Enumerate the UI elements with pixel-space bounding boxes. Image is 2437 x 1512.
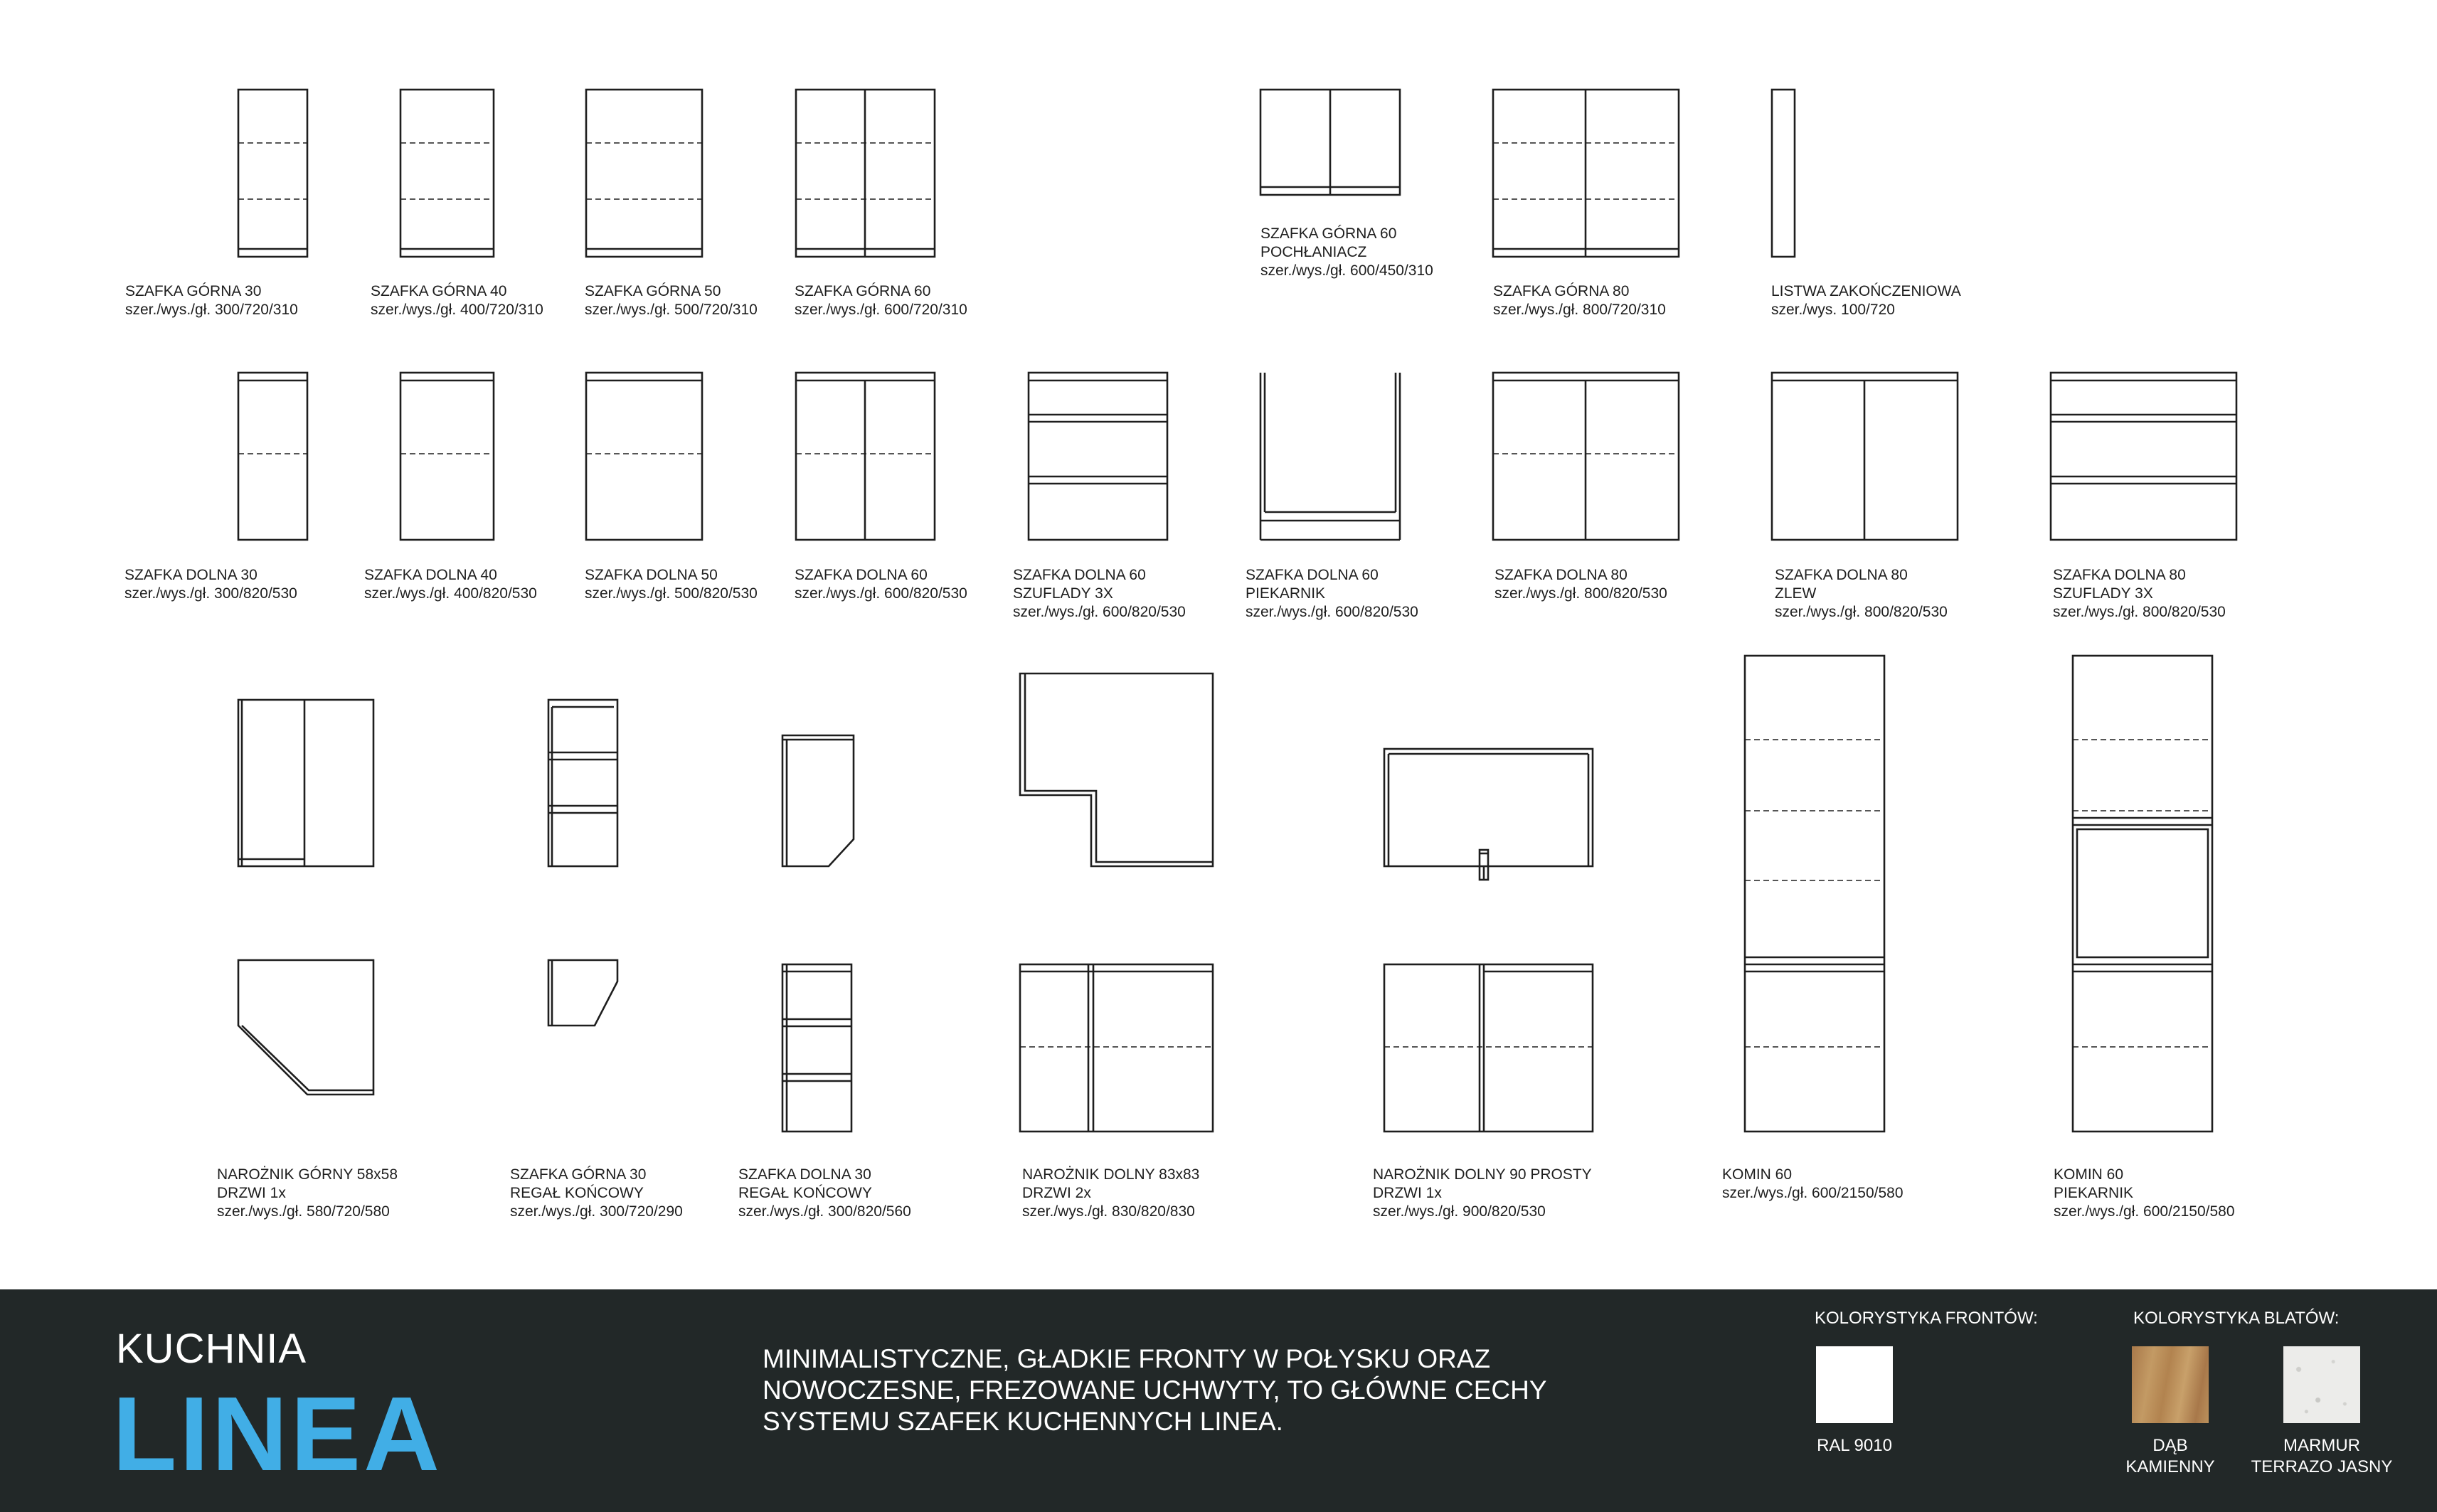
label-upper-30: SZAFKA GÓRNA 30 szer./wys./gł. 300/720/310	[125, 283, 298, 318]
cabinet-base-60-drawing	[796, 373, 935, 540]
brand-title: LINEA	[112, 1375, 442, 1493]
tall-unit-60-oven-drawing	[2073, 656, 2212, 1132]
label-base-80-sink: SZAFKA DOLNA 80 ZLEW szer./wys./gł. 800/820/530	[1775, 567, 1948, 620]
cabinet-base-80-drawing	[1493, 373, 1679, 540]
swatch-ral-9010[interactable]	[1816, 1346, 1893, 1423]
end-strip-drawing	[1772, 90, 1795, 257]
cabinet-base-40-drawing	[400, 373, 494, 540]
cabinet-upper-80-drawing	[1493, 90, 1679, 257]
swatch-terrazzo-light[interactable]	[2283, 1346, 2360, 1423]
corner-base-83-drawing	[1020, 674, 1213, 1132]
cabinet-upper-50-drawing	[586, 90, 702, 257]
cabinet-upper-30-drawing	[238, 90, 307, 257]
label-corner-base-90: NAROŻNIK DOLNY 90 PROSTY DRZWI 1x szer./wys./gł. 900/820/530	[1373, 1166, 1592, 1220]
label-base-60-drawers: SZAFKA DOLNA 60 SZUFLADY 3X szer./wys./gł. 600/820/530	[1013, 567, 1186, 620]
label-upper-50: SZAFKA GÓRNA 50 szer./wys./gł. 500/720/310	[585, 283, 758, 318]
description-line: NOWOCZESNE, FREZOWANE UCHWYTY, TO GŁÓWNE CECHY	[763, 1375, 1547, 1405]
corner-upper-58-drawing	[238, 700, 373, 1095]
label-base-60-oven: SZAFKA DOLNA 60 PIEKARNIK szer./wys./gł. 600/820/530	[1246, 567, 1418, 620]
upper-end-shelf-drawing	[548, 700, 617, 1026]
label-base-30: SZAFKA DOLNA 30 szer./wys./gł. 300/820/530	[124, 567, 297, 602]
collection-description	[763, 1343, 1687, 1437]
label-base-80-drawers: SZAFKA DOLNA 80 SZUFLADY 3X szer./wys./gł. 800/820/530	[2053, 567, 2226, 620]
swatch-label-ral-9010: RAL 9010	[1817, 1436, 1892, 1455]
label-base-end-shelf: SZAFKA DOLNA 30 REGAŁ KOŃCOWY szer./wys./gł. 300/820/560	[738, 1166, 911, 1220]
cabinet-upper-60-drawing	[796, 90, 935, 257]
cabinet-base-80-sink-drawing	[1772, 373, 1958, 540]
cabinet-base-60-oven-drawing	[1260, 373, 1400, 540]
label-tall-unit-60: KOMIN 60 szer./wys./gł. 600/2150/580	[1722, 1166, 1904, 1201]
label-end-strip: LISTWA ZAKOŃCZENIOWA szer./wys. 100/720	[1771, 283, 1961, 318]
label-upper-60-hood: SZAFKA GÓRNA 60 POCHŁANIACZ szer./wys./gł. 600/450/310	[1260, 225, 1433, 279]
cabinet-base-60-drawers-drawing	[1029, 373, 1167, 540]
label-corner-upper-58: NAROŻNIK GÓRNY 58x58 DRZWI 1x szer./wys./gł. 580/720/580	[217, 1166, 398, 1220]
cabinet-upper-60-hood-drawing	[1260, 90, 1400, 195]
brand-subtitle: KUCHNIA	[116, 1326, 307, 1372]
base-end-shelf-drawing	[782, 735, 854, 1132]
cabinet-base-30-drawing	[238, 373, 307, 540]
label-base-80: SZAFKA DOLNA 80 szer./wys./gł. 800/820/530	[1494, 567, 1667, 602]
label-upper-80: SZAFKA GÓRNA 80 szer./wys./gł. 800/720/310	[1493, 283, 1666, 318]
corner-base-90-drawing	[1384, 749, 1593, 1132]
label-corner-base-83: NAROŻNIK DOLNY 83x83 DRZWI 2x szer./wys./gł. 830/820/830	[1022, 1166, 1200, 1220]
cabinet-base-80-drawers-drawing	[2051, 373, 2236, 540]
label-upper-60: SZAFKA GÓRNA 60 szer./wys./gł. 600/720/310	[795, 283, 967, 318]
label-upper-end-shelf: SZAFKA GÓRNA 30 REGAŁ KOŃCOWY szer./wys./gł. 300/720/290	[510, 1166, 683, 1220]
label-base-40: SZAFKA DOLNA 40 szer./wys./gł. 400/820/530	[364, 567, 537, 602]
fronts-color-title: KOLORYSTYKA FRONTÓW:	[1815, 1309, 2038, 1328]
cabinet-upper-40-drawing	[400, 90, 494, 257]
swatch-label-terrazzo-light: MARMUR TERRAZO JASNY	[2251, 1436, 2393, 1476]
label-tall-unit-60-oven: KOMIN 60 PIEKARNIK szer./wys./gł. 600/2150/580	[2054, 1166, 2235, 1220]
description-line: MINIMALISTYCZNE, GŁADKIE FRONTY W POŁYSKU ORAZ	[763, 1344, 1491, 1373]
cabinet-labels	[124, 225, 2235, 1220]
label-base-60: SZAFKA DOLNA 60 szer./wys./gł. 600/820/530	[795, 567, 967, 602]
cabinet-base-50-drawing	[586, 373, 702, 540]
footer-banner	[0, 1289, 2437, 1512]
label-base-50: SZAFKA DOLNA 50 szer./wys./gł. 500/820/530	[585, 567, 758, 602]
description-line: SYSTEMU SZAFEK KUCHENNYCH LINEA.	[763, 1407, 1283, 1436]
tall-unit-60-drawing	[1745, 656, 1884, 1132]
label-upper-40: SZAFKA GÓRNA 40 szer./wys./gł. 400/720/310	[371, 283, 543, 318]
tops-color-title: KOLORYSTYKA BLATÓW:	[2133, 1309, 2340, 1328]
swatch-label-oak-stone: DĄB KAMIENNY	[2125, 1436, 2215, 1476]
swatch-oak-stone[interactable]	[2132, 1346, 2209, 1423]
